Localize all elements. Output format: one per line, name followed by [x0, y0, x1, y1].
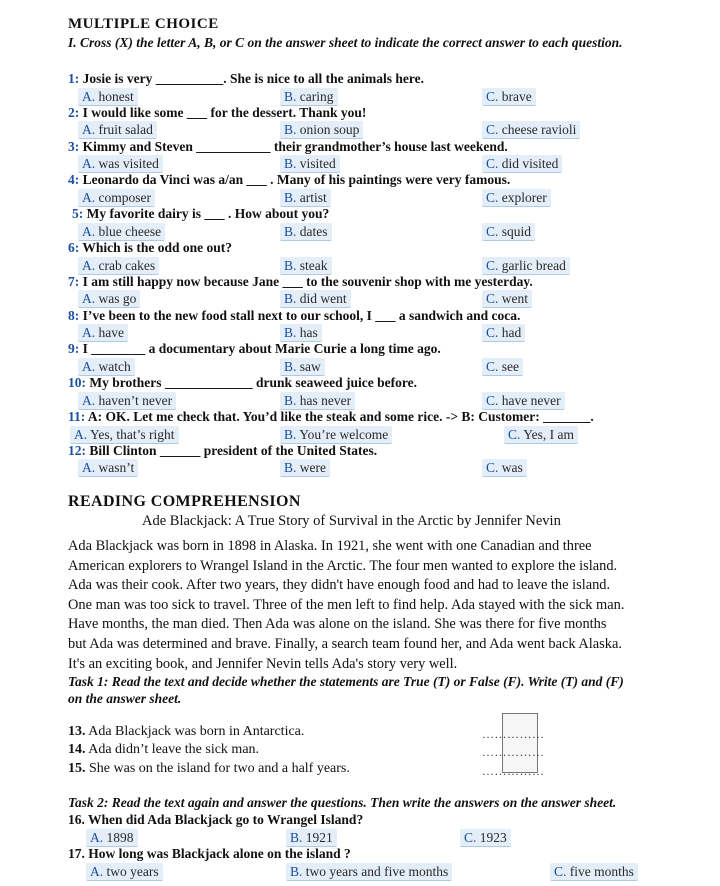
question-number: 7: [68, 273, 80, 289]
option-a[interactable] [78, 358, 135, 376]
option-a[interactable] [78, 88, 138, 106]
option-letter: C. [486, 291, 499, 307]
option-b[interactable] [286, 863, 452, 881]
option-c[interactable] [482, 324, 525, 342]
option-b[interactable] [280, 459, 330, 477]
answer-dots[interactable]: …………… [482, 745, 545, 759]
option-c[interactable] [482, 121, 580, 139]
option-letter: C. [486, 189, 499, 205]
option-text: Yes, that’s right [90, 426, 175, 442]
question-text: How long was Blackjack alone on the island ? [84, 846, 351, 861]
option-c[interactable] [550, 863, 638, 881]
option-letter: B. [284, 223, 297, 239]
option-text: composer [98, 189, 151, 205]
option-text: Yes, I am [523, 426, 575, 442]
question-text: I ________ a documentary about Marie Curie a long time ago. [79, 341, 441, 357]
option-letter: B. [290, 863, 303, 879]
statement-13 [68, 724, 304, 740]
option-text: saw [299, 358, 321, 374]
option-c[interactable] [482, 155, 562, 173]
option-letter: C. [464, 829, 477, 845]
option-text: explorer [501, 189, 547, 205]
option-a[interactable] [78, 189, 155, 207]
option-letter: B. [284, 460, 297, 476]
option-text: fruit salad [98, 122, 153, 138]
statement-text: Ada Blackjack was born in Antarctica. [88, 724, 305, 739]
statement-15 [68, 761, 350, 777]
option-a[interactable] [78, 155, 163, 173]
option-a[interactable] [78, 223, 165, 241]
option-text: 1921 [305, 829, 333, 845]
passage-line: Ada Blackjack was born in 1898 in Alaska. In 1921, she went with one Canadian and three [68, 538, 592, 554]
answer-dots[interactable]: …………… [482, 764, 545, 778]
option-letter: B. [284, 392, 297, 408]
option-letter: C. [486, 122, 499, 138]
statement-number: 14. [68, 742, 86, 757]
option-text: were [299, 460, 326, 476]
passage-line: but Ada was determined and brave. Finally, a search team found her, and Ada went back Alaska. [68, 635, 622, 652]
option-text: was visited [98, 156, 159, 172]
option-letter: B. [284, 88, 297, 104]
question-text: I would like some ___ for the dessert. Thank you! [79, 104, 367, 120]
question-4 [68, 172, 510, 188]
option-letter: B. [290, 829, 303, 845]
question-5 [72, 206, 329, 222]
option-letter: A. [82, 156, 96, 172]
question-11 [68, 409, 594, 425]
option-text: You’re welcome [299, 426, 389, 442]
option-text: brave [501, 88, 532, 104]
option-text: garlic bread [501, 257, 566, 273]
option-c[interactable] [482, 392, 565, 410]
option-letter: C. [486, 257, 499, 273]
statement-14 [68, 742, 259, 758]
option-letter: B. [284, 426, 297, 442]
question-text: Leonardo da Vinci was a/an ___ . Many of his paintings were very famous. [79, 172, 511, 188]
question-text: Bill Clinton ______ president of the United States. [86, 442, 378, 458]
task2-instruction: Task 2: Read the text again and answer the questions. Then write the answers on the answer sheet. [68, 795, 617, 810]
option-text: dates [299, 223, 328, 239]
option-text: see [501, 358, 520, 374]
statement-number: 13. [68, 724, 86, 739]
question-number: 6: [68, 240, 80, 255]
option-b[interactable] [280, 324, 322, 342]
option-text: was [501, 460, 523, 476]
option-b[interactable] [280, 223, 332, 241]
section-title: MULTIPLE CHOICE [68, 16, 219, 32]
reading-subtitle: Ade Blackjack: A True Story of Survival in the Arctic by Jennifer Nevin [142, 513, 561, 529]
passage-line: One man was too sick to travel. Three of the men left to find help. Ada stayed with the sick man. [68, 596, 625, 613]
option-text: have [98, 325, 124, 341]
question-number: 10: [68, 375, 86, 391]
option-text: cheese ravioli [501, 122, 577, 138]
option-letter: A. [90, 829, 104, 845]
option-text: have never [501, 392, 561, 408]
question-1 [68, 71, 424, 87]
option-text: five months [569, 863, 634, 879]
option-letter: A. [82, 122, 96, 138]
option-text: was go [98, 291, 137, 307]
question-3 [68, 139, 508, 155]
option-letter: C. [486, 460, 499, 476]
question-text: Which is the odd one out? [79, 240, 233, 255]
question-text: Kimmy and Steven ___________ their grandmother’s house last weekend. [79, 138, 508, 154]
reading-title: READING COMPREHENSION [68, 493, 301, 510]
option-text: squid [501, 223, 532, 239]
statement-number: 15. [68, 761, 86, 776]
answer-dots[interactable]: …………… [482, 727, 545, 741]
option-a[interactable] [86, 863, 163, 881]
option-a[interactable] [78, 290, 140, 308]
option-a[interactable] [78, 459, 138, 477]
option-c[interactable] [482, 189, 551, 207]
question-number: 5: [72, 206, 84, 222]
question-text: Josie is very __________. She is nice to all the animals here. [79, 71, 424, 86]
question-number: 8: [68, 307, 80, 323]
passage-line: American explorers to Wrangel Island in the Arctic. The four men wanted to explore the island. [68, 557, 618, 574]
option-b[interactable] [286, 829, 337, 847]
option-letter: A. [82, 460, 96, 476]
question-text: My brothers _____________ drunk seaweed juice before. [86, 375, 417, 391]
passage-line: Ada was their cook. After two years, they didn't have enough food and had to leave the island. [68, 577, 611, 594]
option-text: visited [299, 156, 336, 172]
option-a[interactable] [78, 324, 128, 342]
option-a[interactable] [78, 392, 176, 410]
option-letter: B. [284, 257, 297, 273]
option-text: 1923 [479, 829, 507, 845]
option-a[interactable] [70, 426, 179, 444]
question-number: 12: [68, 442, 86, 458]
option-letter: A. [82, 358, 96, 374]
option-text: steak [299, 257, 328, 273]
option-c[interactable] [482, 223, 535, 241]
question-number: 16. [68, 812, 85, 827]
task1-instruction-cont: on the answer sheet. [68, 691, 182, 706]
option-letter: C. [486, 358, 499, 374]
option-letter: A. [74, 426, 88, 442]
question-2 [68, 105, 366, 121]
option-b[interactable] [280, 290, 351, 308]
option-b[interactable] [280, 189, 331, 207]
question-7 [68, 274, 533, 290]
option-letter: A. [90, 863, 104, 879]
option-letter: C. [486, 156, 499, 172]
option-a[interactable] [78, 257, 159, 275]
option-text: onion soup [299, 122, 360, 138]
section-instruction: I. Cross (X) the letter A, B, or C on the answer sheet to indicate the correct answer to each question. [68, 35, 623, 50]
question-number: 1: [68, 71, 80, 86]
option-text: has never [299, 392, 352, 408]
option-letter: C. [508, 426, 521, 442]
question-number: 11: [68, 409, 86, 424]
statement-text: Ada didn’t leave the sick man. [88, 742, 260, 757]
question-text: My favorite dairy is ___ . How about you? [83, 206, 330, 222]
option-letter: B. [284, 156, 297, 172]
option-b[interactable] [280, 121, 363, 139]
option-c[interactable] [460, 829, 511, 847]
option-letter: A. [82, 88, 96, 104]
option-text: honest [98, 88, 134, 104]
question-number: 4: [68, 172, 80, 188]
option-b[interactable] [280, 88, 338, 106]
option-c[interactable] [482, 459, 527, 477]
task1-instruction: Task 1: Read the text and decide whether the statements are True (T) or False (F). Write (T) and (F) [68, 674, 624, 689]
passage-line: Have months, the man died. Then Ada was alone on the island. She was there for five months [68, 616, 607, 633]
option-text: blue cheese [98, 223, 162, 239]
option-c[interactable] [482, 290, 532, 308]
option-text: haven’t never [98, 392, 173, 408]
statement-text: She was on the island for two and a half years. [89, 761, 350, 776]
option-text: wasn’t [98, 460, 135, 476]
option-a[interactable] [78, 121, 157, 139]
option-text: 1898 [106, 829, 134, 845]
passage-line: It's an exciting book, and Jennifer Nevin tells Ada's story very well. [68, 655, 458, 672]
question-8 [68, 308, 520, 324]
option-letter: B. [284, 189, 297, 205]
option-letter: A. [82, 257, 96, 273]
option-text: had [501, 325, 522, 341]
question-12 [68, 443, 377, 459]
option-letter: A. [82, 189, 96, 205]
question-text: I am still happy now because Jane ___ to the souvenir shop with me yesterday. [79, 273, 533, 289]
option-b[interactable] [280, 358, 325, 376]
option-letter: A. [82, 291, 96, 307]
question-6 [68, 240, 232, 256]
option-letter: A. [82, 325, 96, 341]
question-10 [68, 375, 417, 391]
option-letter: A. [82, 223, 96, 239]
reading-passage [68, 537, 624, 674]
question-17 [68, 846, 351, 862]
option-text: has [299, 325, 318, 341]
option-letter: B. [284, 358, 297, 374]
option-text: two years [106, 863, 159, 879]
option-c[interactable] [482, 88, 536, 106]
question-text: When did Ada Blackjack go to Wrangel Island? [84, 812, 364, 827]
option-text: watch [98, 358, 131, 374]
option-text: caring [299, 88, 334, 104]
option-text: did visited [501, 156, 559, 172]
option-letter: C. [554, 863, 567, 879]
question-number: 17. [68, 846, 85, 861]
option-text: did went [299, 291, 347, 307]
option-b[interactable] [280, 426, 392, 444]
option-b[interactable] [280, 257, 332, 275]
question-text: I’ve been to the new food stall next to our school, I ___ a sandwich and coca. [79, 307, 521, 323]
option-c[interactable] [504, 426, 578, 444]
option-letter: B. [284, 325, 297, 341]
option-text: went [501, 291, 529, 307]
option-b[interactable] [280, 155, 340, 173]
option-letter: A. [82, 392, 96, 408]
option-letter: C. [486, 88, 499, 104]
question-number: 9: [68, 341, 80, 357]
option-letter: B. [284, 122, 297, 138]
option-letter: B. [284, 291, 297, 307]
option-a[interactable] [86, 829, 138, 847]
option-b[interactable] [280, 392, 355, 410]
option-c[interactable] [482, 358, 523, 376]
option-letter: C. [486, 325, 499, 341]
option-letter: C. [486, 223, 499, 239]
option-text: two years and five months [305, 863, 449, 879]
question-text: A: OK. Let me check that. You’d like the steak and some rice. -> B: Customer: _______. [85, 409, 594, 424]
question-9 [68, 341, 441, 357]
question-16 [68, 812, 363, 828]
option-text: artist [299, 189, 327, 205]
option-c[interactable] [482, 257, 570, 275]
option-text: crab cakes [98, 257, 156, 273]
option-letter: C. [486, 392, 499, 408]
question-number: 3: [68, 138, 80, 154]
question-number: 2: [68, 104, 80, 120]
